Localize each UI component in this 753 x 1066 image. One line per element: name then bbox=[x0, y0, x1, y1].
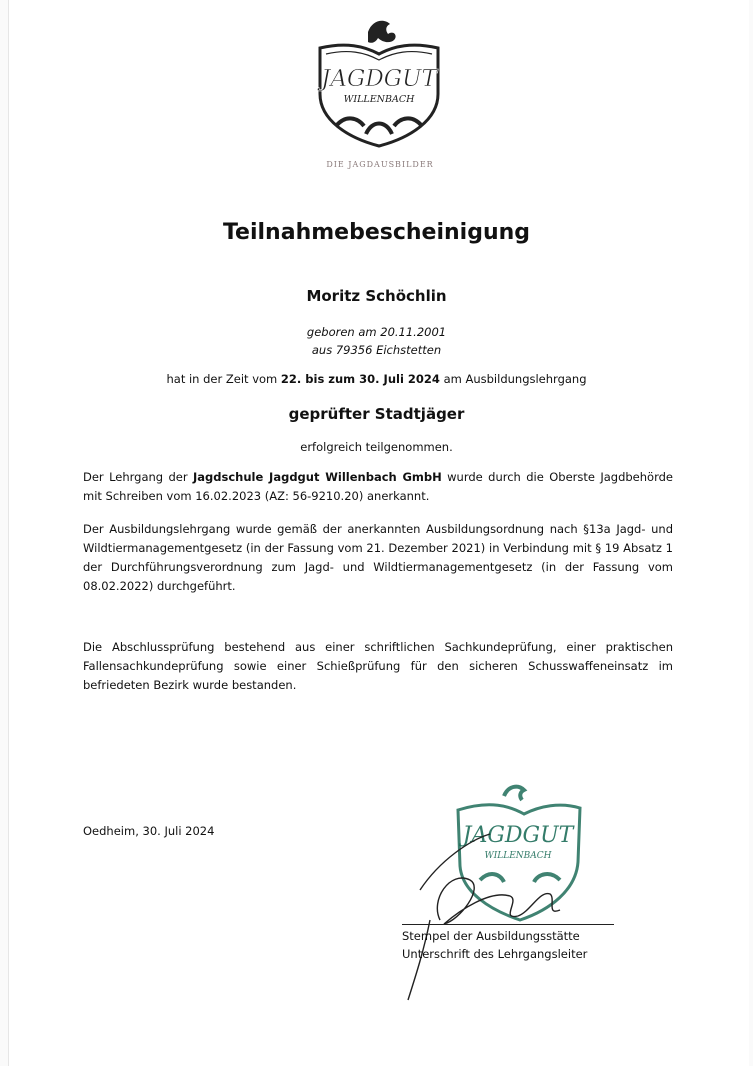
signature-caption: Unterschrift des Lehrgangsleiter bbox=[402, 947, 588, 961]
stamp-and-signature bbox=[400, 770, 620, 1010]
stamp-name: JAGDGUT bbox=[462, 823, 574, 848]
residence: aus 79356 Eichstetten bbox=[311, 343, 442, 357]
exam-paragraph: Die Abschlussprüfung bestehend aus einer schriftlichen Sachkundeprüfung, einer praktischen Fallensachkundeprüfung sowie einer Schießprüfung für den sicheren Schusswaffeneinsatz im befriedeten Bezirk wurde bestanden. bbox=[83, 640, 673, 692]
place-date: Oedheim, 30. Juli 2024 bbox=[83, 824, 215, 838]
period-dates: 22. bis zum 30. Juli 2024 bbox=[280, 372, 440, 386]
course-period bbox=[0, 372, 753, 386]
logo-subname: WILLENBACH bbox=[343, 94, 415, 105]
recognition-paragraph bbox=[83, 468, 673, 506]
course-name: geprüfter Stadtjäger bbox=[288, 405, 465, 423]
p1-suffix: wurde durch die Oberste Jagdbehörde mit Schreiben vom 16.02.2023 (AZ: 56-9210.20) anerkannt. bbox=[83, 470, 673, 503]
logo-tagline: DIE JAGDAUSBILDER bbox=[326, 160, 434, 169]
regulation-paragraph: Der Ausbildungslehrgang wurde gemäß der anerkannten Ausbildungsordnung nach §13a Jagd- und Wildtiermanagementgesetz (in der Fassung vom 21. Dezember 2021) in Verbindung mit § 19 Absatz 1 der Durchführungsverordnung zum Jagd- und Wildtiermanagementgesetz (in der Fassung vom 08.02.2022) durchgeführt. bbox=[83, 522, 673, 593]
success-statement: erfolgreich teilgenommen. bbox=[300, 440, 453, 454]
school-name: Jagdschule Jagdgut Willenbach GmbH bbox=[193, 470, 442, 484]
eagle-icon bbox=[368, 21, 396, 43]
p1-prefix: Der Lehrgang der bbox=[83, 470, 194, 484]
period-prefix: hat in der Zeit vom bbox=[166, 372, 281, 386]
antler-icon bbox=[336, 118, 422, 134]
stamp-subname: WILLENBACH bbox=[484, 851, 552, 861]
period-suffix: am Ausbildungslehrgang bbox=[439, 372, 587, 386]
logo-name: JAGDGUT bbox=[321, 66, 437, 92]
jagdgut-logo bbox=[306, 14, 452, 160]
participant-name: Moritz Schöchlin bbox=[306, 287, 447, 305]
signature-line bbox=[402, 924, 614, 925]
participant-details bbox=[0, 323, 753, 359]
document-title: Teilnahmebescheinigung bbox=[222, 220, 531, 245]
stamp-caption: Stempel der Ausbildungsstätte bbox=[402, 929, 580, 943]
birth-date: geboren am 20.11.2001 bbox=[306, 325, 447, 339]
